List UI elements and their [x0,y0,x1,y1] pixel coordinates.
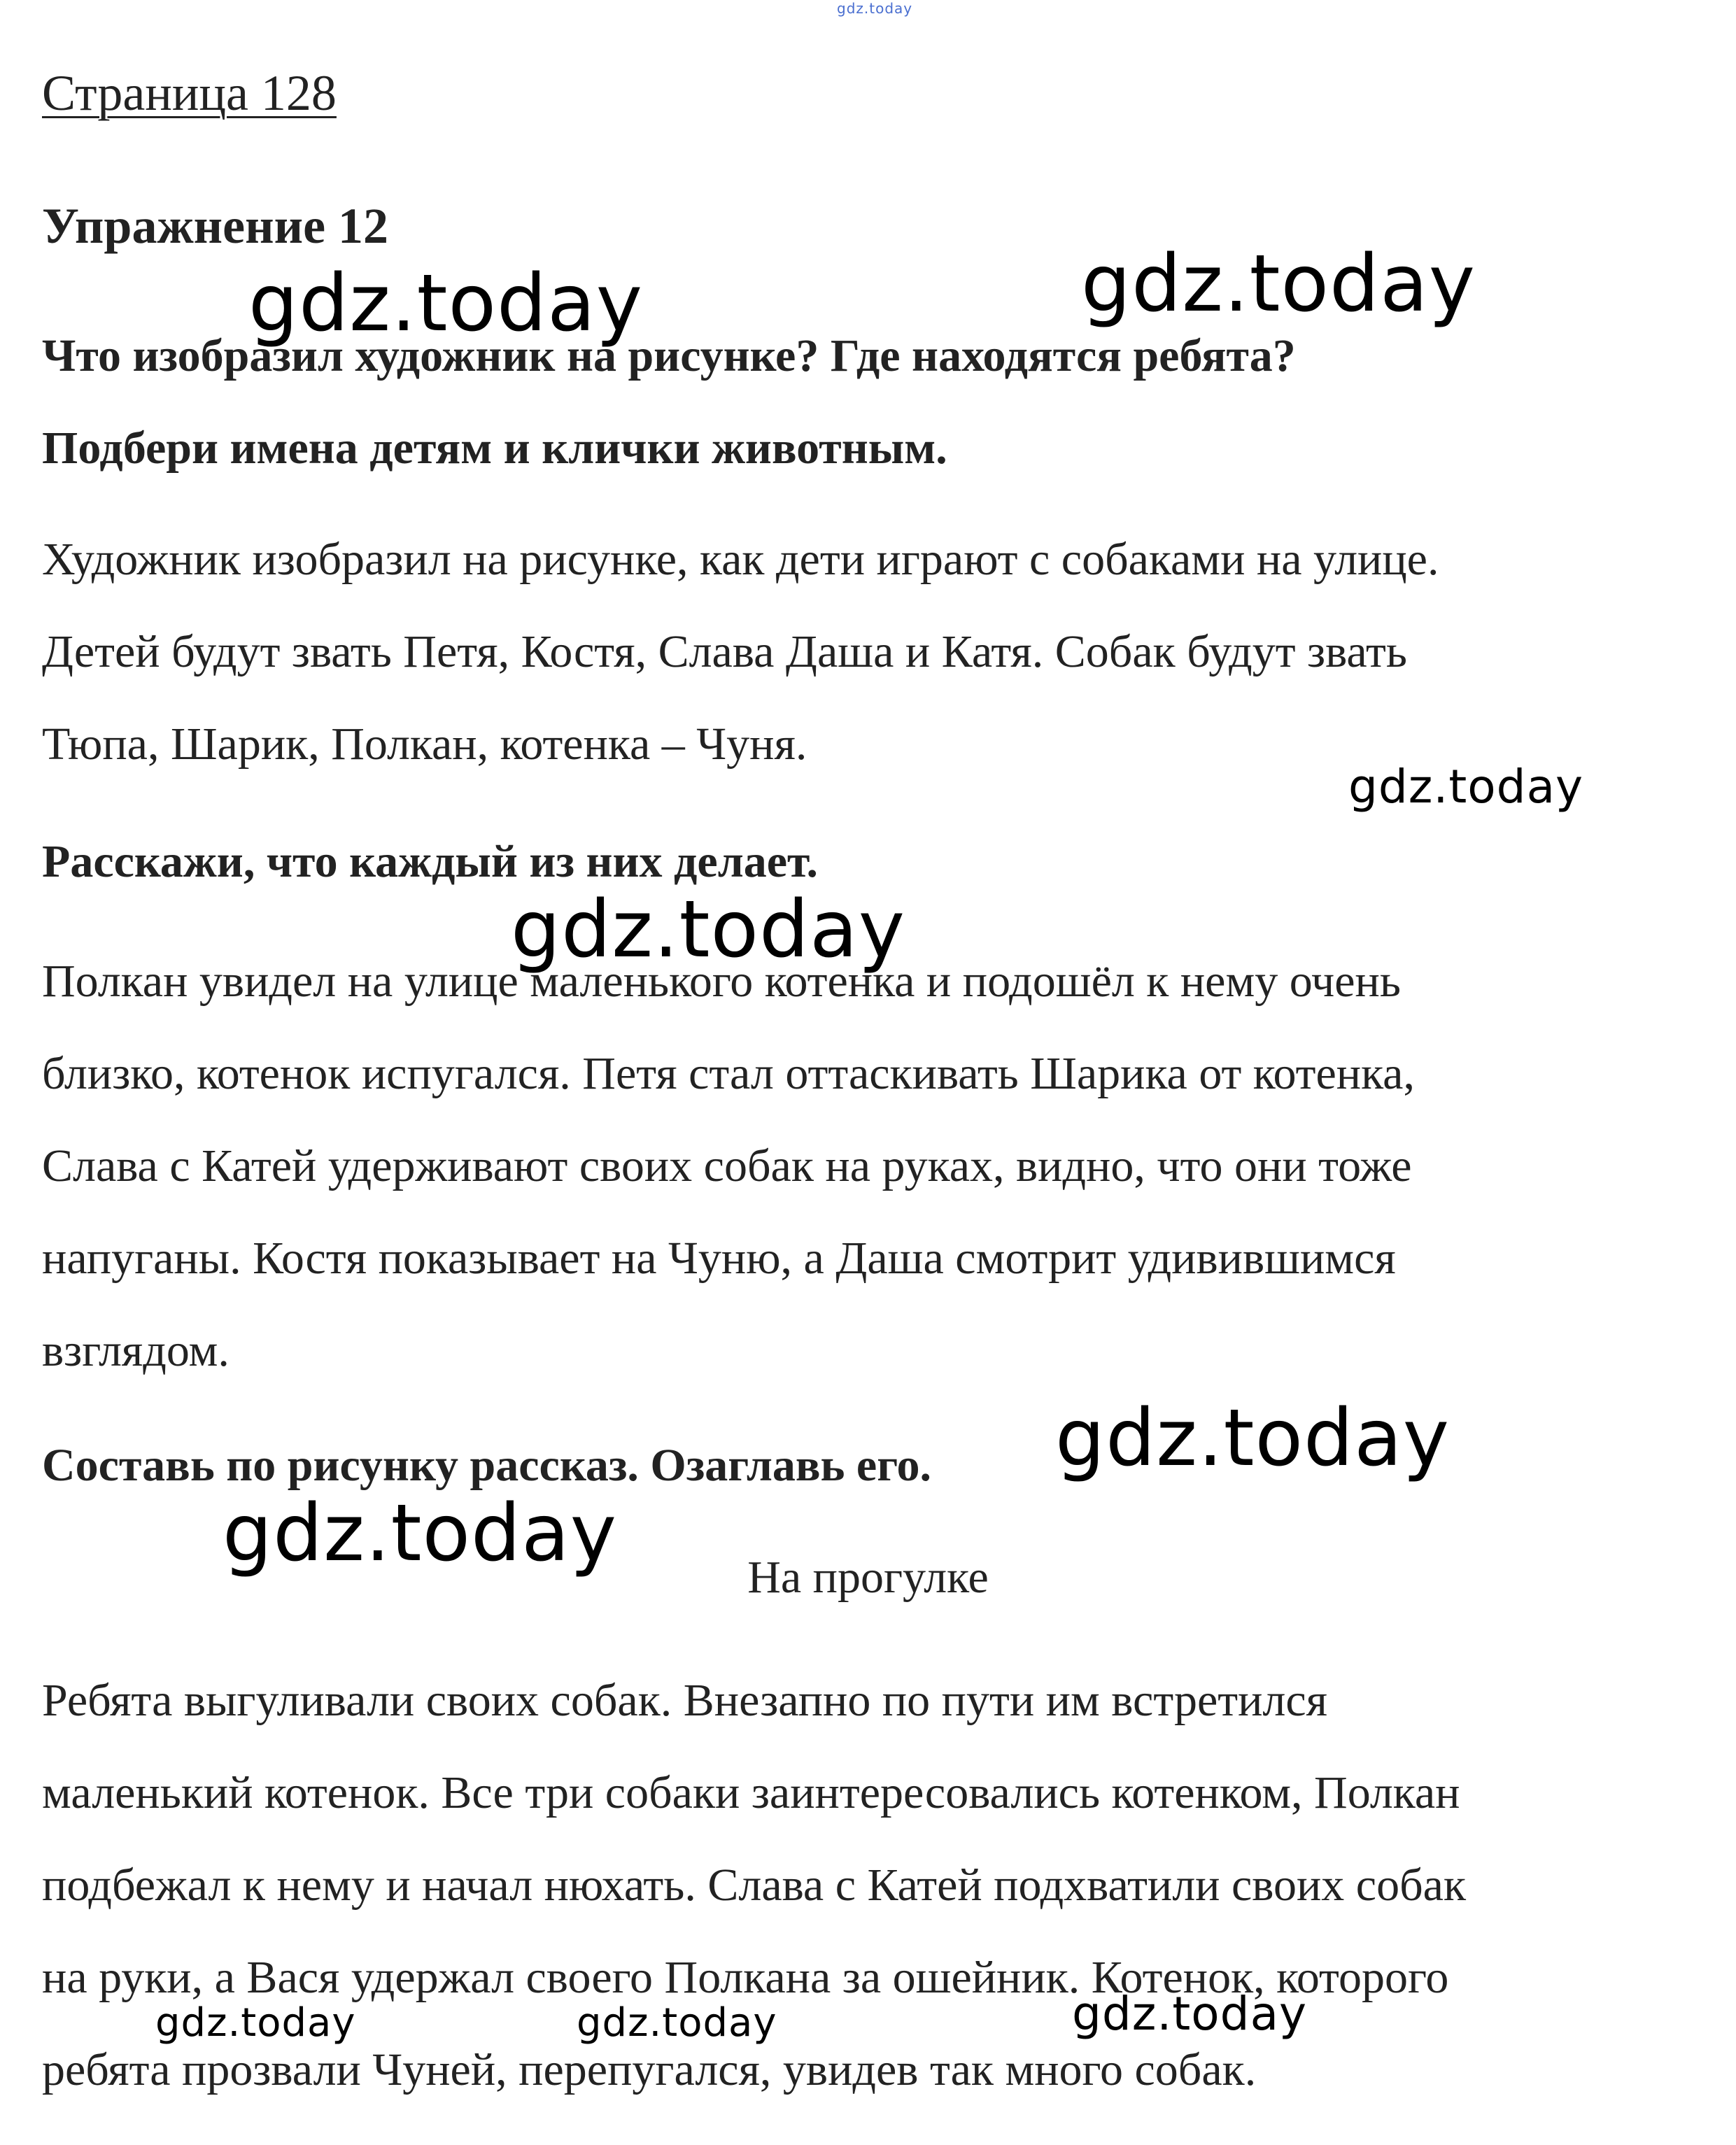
story-line: ребята прозвали Чуней, перепугался, увидев так много собак. [42,2044,1257,2095]
watermark: gdz.today [248,258,644,349]
story-title: На прогулке [747,1552,989,1603]
watermark: gdz.today [1055,1393,1451,1484]
question-line: Что изобразил художник на рисунке? Где находятся ребята? [42,330,1296,381]
watermark: gdz.today [223,1488,618,1579]
exercise-title: Упражнение 12 [42,198,389,254]
story-line: на руки, а Вася удержал своего Полкана за ошейник. Котенок, которого [42,1952,1449,2003]
story-line: Ребята выгуливали своих собак. Внезапно по пути им встретился [42,1675,1328,1726]
answer-line: Полкан увидел на улице маленького котенка и подошёл к нему очень [42,956,1401,1007]
question-line: Подбери имена детям и клички животным. [42,423,947,474]
watermark: gdz.today [1081,239,1476,330]
answer-line: напуганы. Костя показывает на Чуню, а Даша смотрит удивившимся [42,1233,1396,1284]
question-line: Расскажи, что каждый из них делает. [42,836,818,887]
question-line: Составь по рисунку рассказ. Озаглавь его. [42,1440,932,1491]
story-line: подбежал к нему и начал нюхать. Слава с Катей подхватили своих собак [42,1860,1467,1911]
watermark: gdz.today [577,2000,777,2046]
watermark: gdz.today [1348,760,1584,814]
answer-line: Детей будут звать Петя, Костя, Слава Даша и Катя. Собак будут звать [42,626,1407,677]
answer-line: взглядом. [42,1325,230,1376]
watermark: gdz.today [511,884,906,975]
watermark-top: gdz.today [837,0,913,17]
watermark: gdz.today [1072,1987,1308,2041]
answer-line: Художник изобразил на рисунке, как дети играют с собаками на улице. [42,534,1439,585]
answer-line: Тюпа, Шарик, Полкан, котенка – Чуня. [42,718,807,770]
answer-line: близко, котенок испугался. Петя стал оттаскивать Шарика от котенка, [42,1048,1415,1099]
answer-line: Слава с Катей удерживают своих собак на руках, видно, что они тоже [42,1140,1412,1191]
page-label: Страница 128 [42,65,337,121]
story-line: маленький котенок. Все три собаки заинтересовались котенком, Полкан [42,1767,1460,1818]
watermark: gdz.today [155,2000,356,2046]
